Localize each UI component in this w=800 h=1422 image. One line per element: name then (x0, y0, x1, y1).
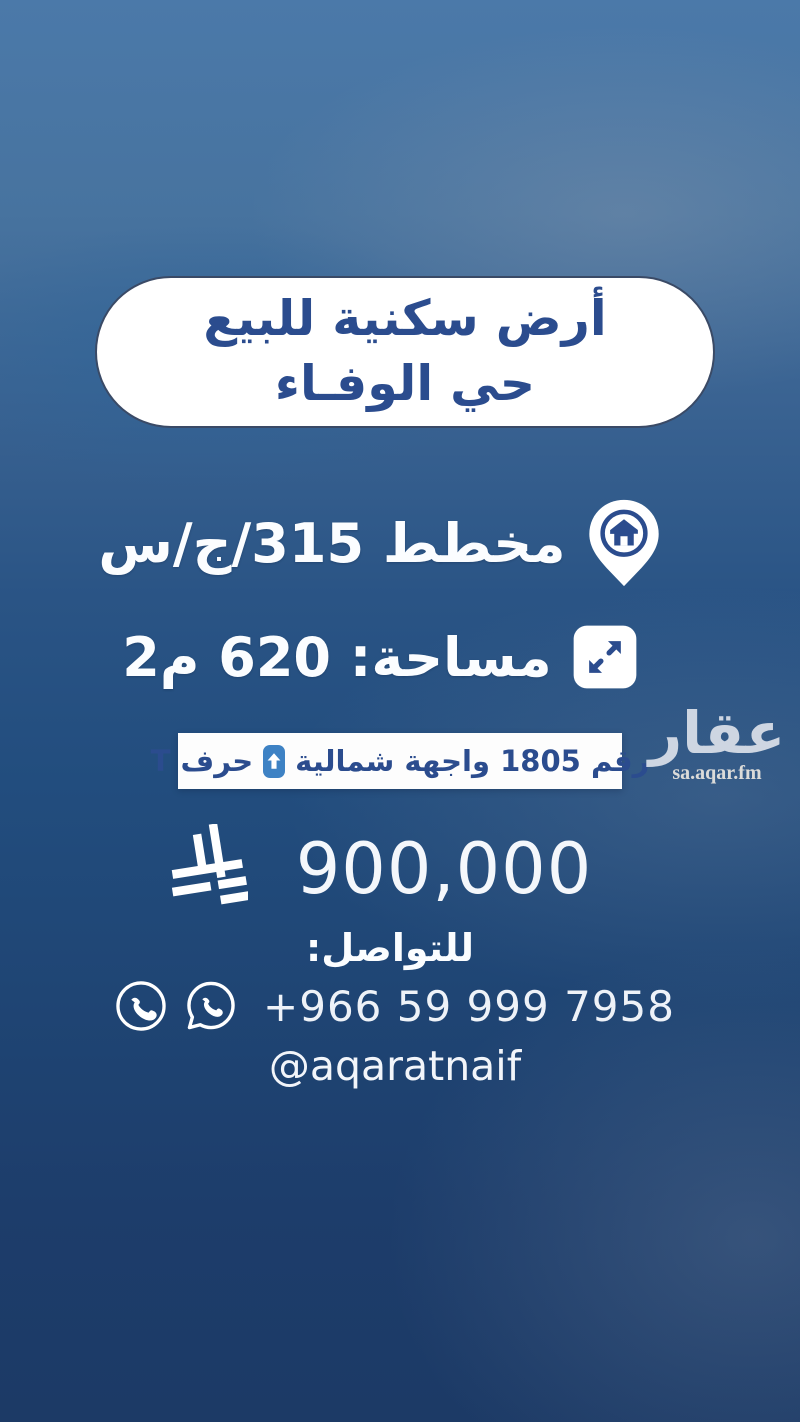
brand-watermark (642, 699, 792, 785)
plan-label: مخطط 315/ج/س (98, 511, 566, 575)
whatsapp-icon[interactable] (183, 978, 239, 1034)
saudi-riyal-icon (168, 824, 248, 914)
title-line-1: أرض سكنية للبيع (203, 290, 607, 348)
contact-heading: للتواصل: (306, 926, 474, 970)
info-bar-text-left: حرف T (150, 744, 254, 778)
brand-domain[interactable]: sa.aqar.fm (672, 761, 762, 784)
plan-row (0, 498, 760, 588)
title-line-2: حي الوفـاء (274, 355, 536, 412)
info-bar (150, 733, 650, 789)
aqar-logo: عقار (648, 699, 786, 767)
area-label: مساحة: 620 م2 (122, 625, 552, 689)
contact-row (0, 978, 790, 1034)
up-arrow-badge-icon (263, 745, 285, 778)
area-row (0, 624, 760, 690)
price-amount: 900,000 (295, 828, 593, 910)
social-handle[interactable]: @aqaratnaif (268, 1042, 522, 1090)
price-row (0, 824, 760, 914)
phone-icon[interactable] (115, 980, 167, 1032)
info-bar-text-right: رقم 1805 واجهة شمالية (295, 744, 650, 778)
expand-arrows-icon (572, 624, 638, 690)
title-pill (95, 276, 715, 428)
phone-number[interactable]: +966 59 999 7958 (263, 981, 675, 1031)
map-pin-house-icon (586, 498, 662, 588)
